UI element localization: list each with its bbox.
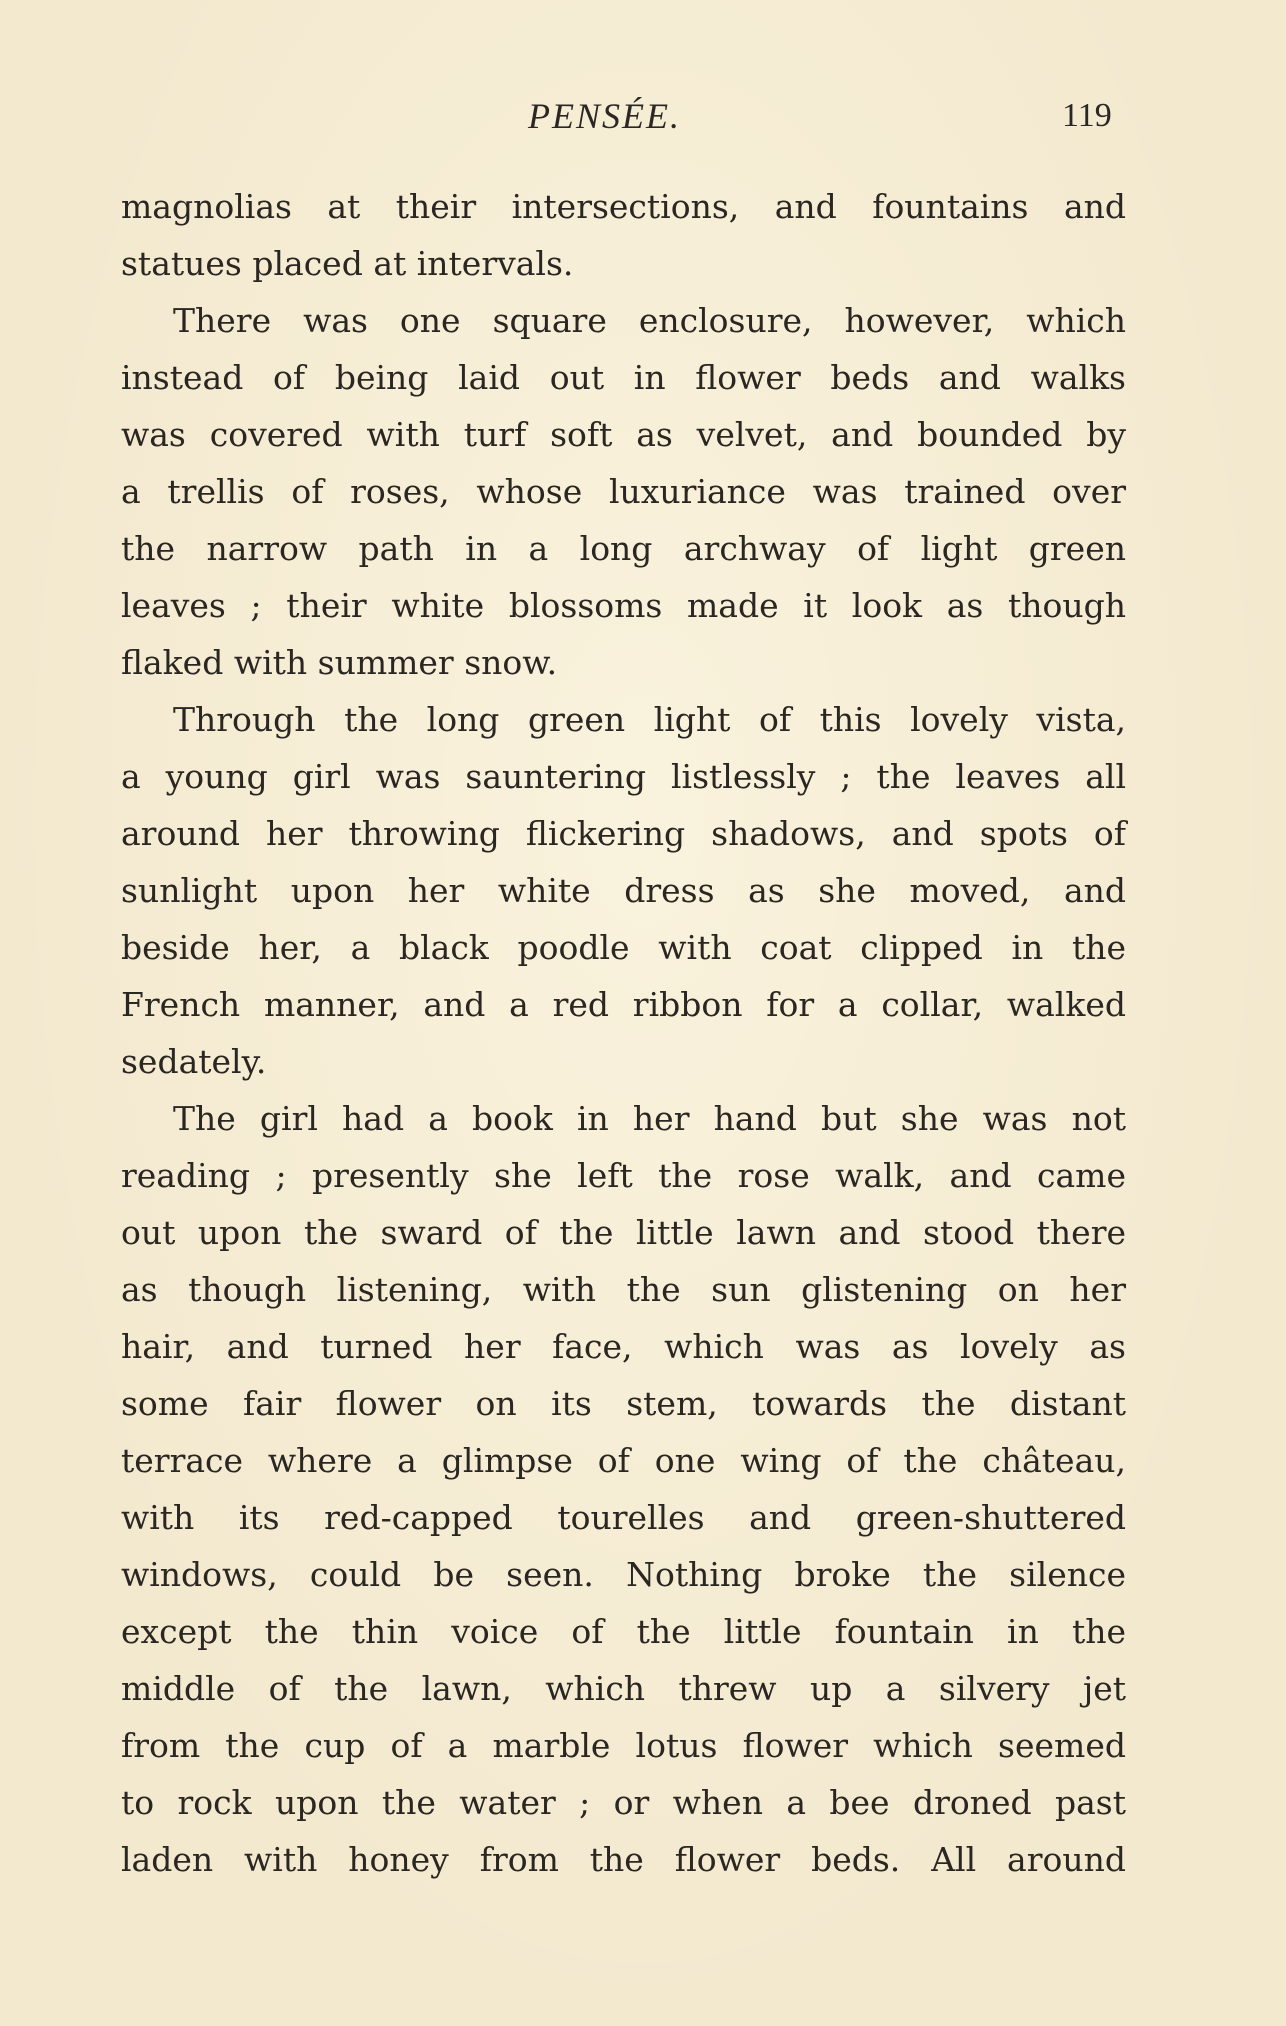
text-line: the narrow path in a long archway of light green — [121, 529, 1126, 568]
text-line: laden with honey from the flower beds. All around — [121, 1840, 1126, 1879]
text-line: instead of being laid out in flower beds and walks — [121, 358, 1126, 397]
text-line: around her throwing flickering shadows, and spots of — [121, 814, 1126, 853]
running-title: PENSÉE. — [528, 96, 681, 136]
text-line: a trellis of roses, whose luxuriance was trained over — [121, 472, 1126, 511]
text-line: reading ; presently she left the rose walk, and came — [121, 1156, 1126, 1195]
text-line: beside her, a black poodle with coat clipped in the — [121, 928, 1126, 967]
text-line: was covered with turf soft as velvet, and bounded by — [121, 415, 1126, 454]
text-line: middle of the lawn, which threw up a silvery jet — [121, 1669, 1126, 1708]
text-line: French manner, and a red ribbon for a collar, walked — [121, 985, 1126, 1024]
text-line: hair, and turned her face, which was as lovely as — [121, 1327, 1126, 1366]
paragraph-start-line: Through the long green light of this lovely vista, — [173, 700, 1126, 739]
text-line: some fair flower on its stem, towards the distant — [121, 1384, 1126, 1423]
text-line: sedately. — [121, 1042, 267, 1081]
text-line: statues placed at intervals. — [121, 244, 574, 283]
text-line: except the thin voice of the little fountain in the — [121, 1612, 1126, 1651]
text-line: terrace where a glimpse of one wing of the château, — [121, 1441, 1126, 1480]
paragraph-start-line: The girl had a book in her hand but she was not — [173, 1099, 1126, 1138]
text-line: windows, could be seen. Nothing broke the silence — [121, 1555, 1126, 1594]
body-text — [121, 178, 1126, 1888]
text-line: flaked with summer snow. — [121, 643, 558, 682]
text-line: leaves ; their white blossoms made it look as though — [121, 586, 1126, 625]
page-number: 119 — [1062, 97, 1112, 134]
running-head — [0, 95, 1286, 145]
text-line: out upon the sward of the little lawn and stood there — [121, 1213, 1126, 1252]
text-line: from the cup of a marble lotus flower which seemed — [121, 1726, 1126, 1765]
text-line: magnolias at their intersections, and fountains and — [121, 187, 1126, 226]
text-line: to rock upon the water ; or when a bee droned past — [121, 1783, 1126, 1822]
text-line: as though listening, with the sun glistening on her — [121, 1270, 1126, 1309]
paragraph-start-line: There was one square enclosure, however, which — [173, 301, 1126, 340]
text-line: sunlight upon her white dress as she moved, and — [121, 871, 1126, 910]
text-line: with its red-capped tourelles and green-shuttered — [121, 1498, 1126, 1537]
text-line: a young girl was sauntering listlessly ; the leaves all — [121, 757, 1126, 796]
